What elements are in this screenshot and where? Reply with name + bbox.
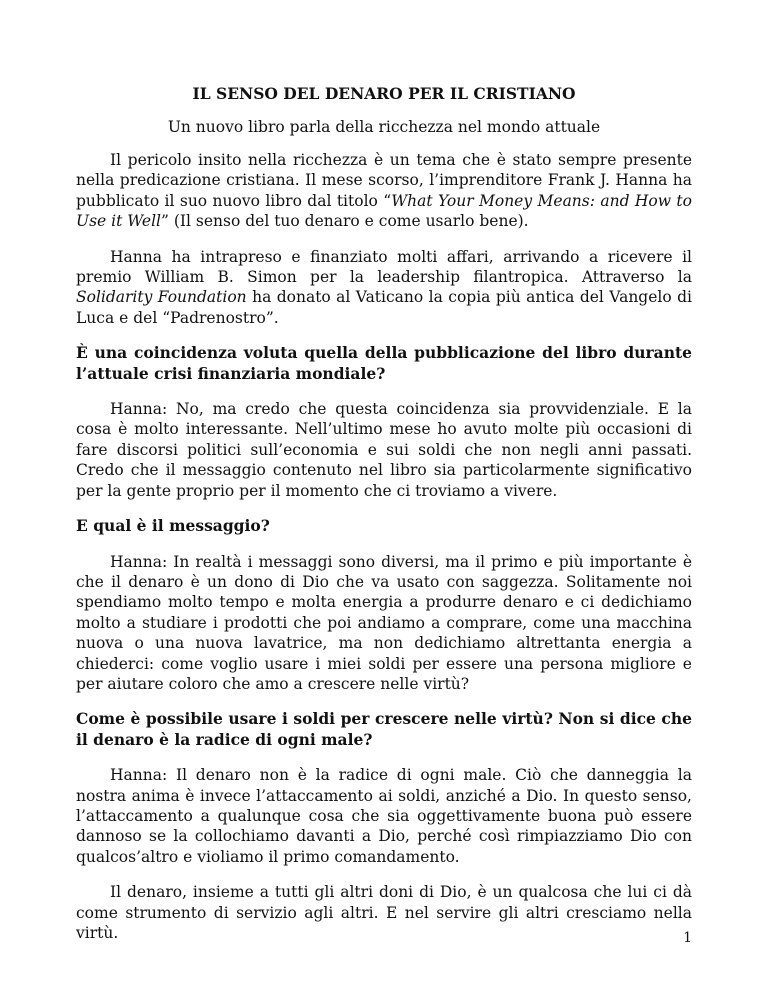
question-1: È una coincidenza voluta quella della pubblicazione del libro durante l’attuale crisi finanziaria mondiale? <box>76 343 692 383</box>
paragraph-closing: Il denaro, insieme a tutti gli altri doni di Dio, è un qualcosa che lui ci dà come strumento di servizio agli altri. E nel servire gli altri cresciamo nella virtù. <box>76 883 692 942</box>
document-body <box>76 150 692 958</box>
paragraph-bio-text-b: ha donato al Vaticano la copia più antica del Vangelo di Luca e del “Padrenostro”. <box>76 288 692 327</box>
paragraph-bio <box>76 247 692 329</box>
paragraph-intro-text-b: ” (Il senso del tuo denaro e come usarlo bene). <box>161 212 529 231</box>
foundation-name: Solidarity Foundation <box>76 288 247 307</box>
paragraph-intro <box>76 150 692 232</box>
paragraph-bio-text-a: Hanna ha intrapreso e finanziato molti affari, arrivando a ricevere il premio William B. Simon per la leadership filantropica. Attraverso la <box>76 247 692 287</box>
document-subtitle: Un nuovo libro parla della ricchezza nel mondo attuale <box>167 118 601 136</box>
book-title: What Your Money Means: and How to Use it Well <box>76 191 692 231</box>
answer-2: Hanna: In realtà i messaggi sono diversi, ma il primo e più importante è che il denaro è un dono di Dio che va usato con saggezza. Solitamente noi spendiamo molto tempo e molta energia a produrre denaro e ci dedichiamo molto a studiare i prodotti che poi andiamo a comprare, come una macchina nuova o una nuova lavatrice, ma non dedichiamo altrettanta energia a chiederci: come voglio usare i miei soldi per essere una persona migliore e per aiutare coloro che amo a crescere nelle virtù? <box>76 552 692 693</box>
answer-1: Hanna: No, ma credo che questa coincidenza sia provvidenziale. E la cosa è molto interessante. Nell’ultimo mese ho avuto molte più occasioni di fare discorsi politici sull’economia e sui soldi che non negli anni passati. Credo che il messaggio contenuto nel libro sia particolarmente significativo per la gente proprio per il momento che ci troviamo a vivere. <box>76 400 692 500</box>
page-number: 1 <box>683 930 692 946</box>
answer-3: Hanna: Il denaro non è la radice di ogni male. Ciò che danneggia la nostra anima è invece l’attaccamento ai soldi, anziché a Dio. In questo senso, l’attaccamento a qualunque cosa che sia oggettivamente buona può essere dannoso se la collochiamo davanti a Dio, perché così rimpiazziamo Dio con qualcos’altro e violiamo il primo comandamento. <box>76 766 692 866</box>
question-3: Come è possibile usare i soldi per crescere nelle virtù? Non si dice che il denaro è la radice di ogni male? <box>76 709 692 749</box>
paragraph-intro-text-a: Il pericolo insito nella ricchezza è un tema che è stato sempre presente nella predicazione cristiana. Il mese scorso, l’imprenditore Frank J. Hanna ha pubblicato il suo nuovo libro dal titolo “ <box>76 151 692 210</box>
document-title: IL SENSO DEL DENARO PER IL CRISTIANO <box>192 84 576 103</box>
question-2: E qual è il messaggio? <box>76 516 270 536</box>
